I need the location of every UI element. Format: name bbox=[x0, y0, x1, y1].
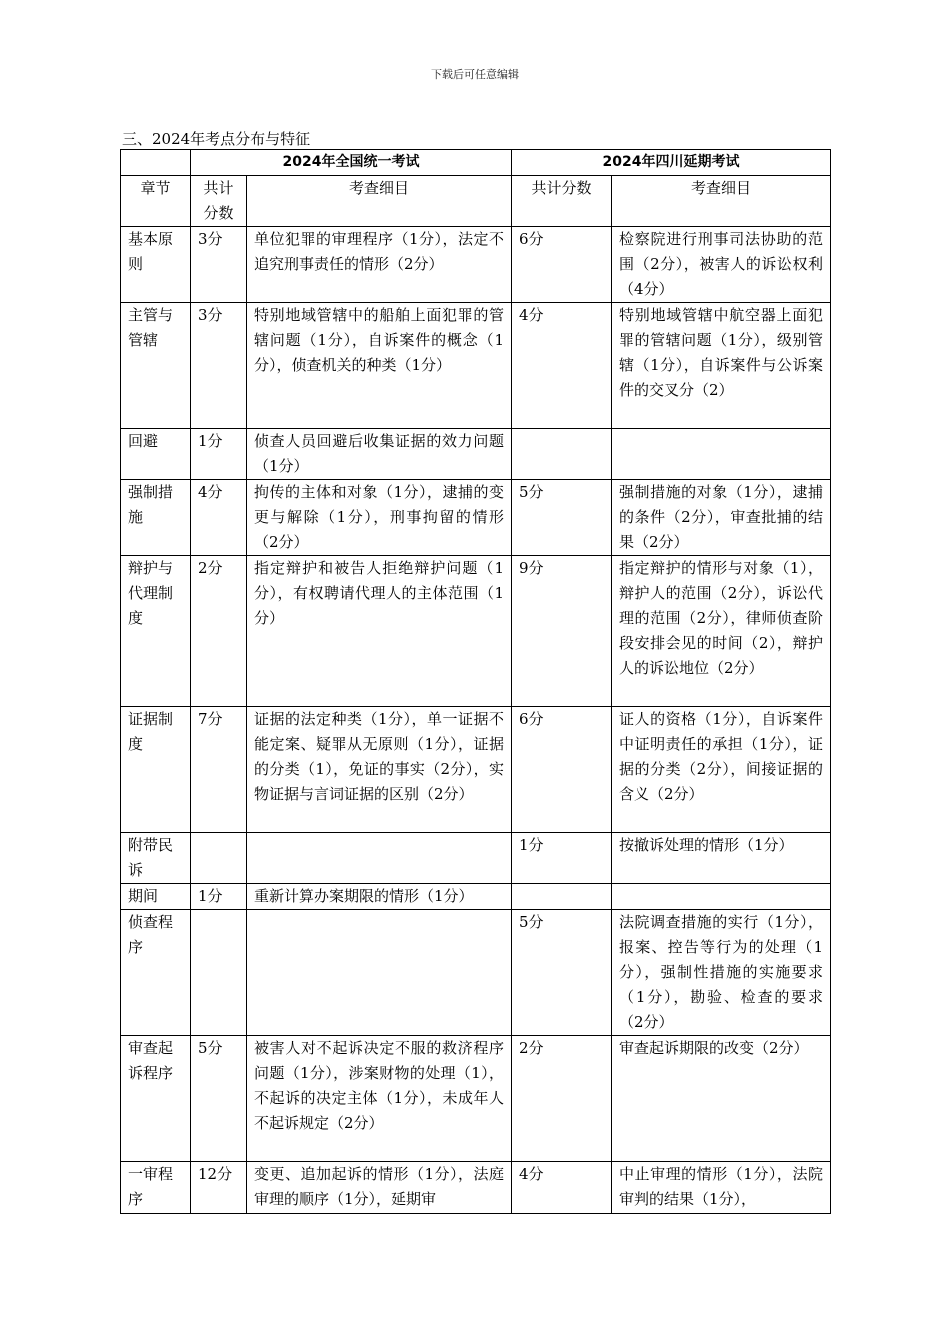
score-national-cell bbox=[191, 833, 247, 884]
table-row bbox=[121, 556, 831, 707]
detail-national-cell: 重新计算办案期限的情形（1分） bbox=[247, 884, 512, 910]
table-row bbox=[121, 429, 831, 480]
detail-sichuan-cell: 法院调查措施的实行（1分），报案、控告等行为的处理（1分），强制性措施的实施要求（1分），勘验、检查的要求（2分） bbox=[612, 910, 831, 1036]
detail-national-cell bbox=[247, 833, 512, 884]
score-sichuan-cell bbox=[512, 429, 612, 480]
detail-sichuan-cell: 按撤诉处理的情形（1分） bbox=[612, 833, 831, 884]
score-national-cell: 1分 bbox=[191, 429, 247, 480]
score-sichuan-cell: 1分 bbox=[512, 833, 612, 884]
chapter-cell: 主管与管辖 bbox=[121, 303, 191, 429]
score-national-cell bbox=[191, 910, 247, 1036]
score-sichuan-cell: 4分 bbox=[512, 1162, 612, 1214]
detail-sichuan-cell: 中止审理的情形（1分），法院审判的结果（1分）， bbox=[612, 1162, 831, 1214]
score-national-cell: 12分 bbox=[191, 1162, 247, 1214]
group-header-row bbox=[121, 150, 831, 176]
score-sichuan-cell: 6分 bbox=[512, 227, 612, 303]
chapter-cell: 证据制度 bbox=[121, 707, 191, 833]
table-row bbox=[121, 1162, 831, 1214]
group-header-national: 2024年全国统一考试 bbox=[191, 150, 512, 176]
chapter-cell: 基本原则 bbox=[121, 227, 191, 303]
detail-sichuan-cell: 特别地域管辖中航空器上面犯罪的管辖问题（1分），级别管辖（1分），自诉案件与公诉案件的交叉分（2） bbox=[612, 303, 831, 429]
detail-sichuan-cell: 证人的资格（1分），自诉案件中证明责任的承担（1分），证据的分类（2分），间接证据的含义（2分） bbox=[612, 707, 831, 833]
table-row bbox=[121, 227, 831, 303]
chapter-cell: 审查起诉程序 bbox=[121, 1036, 191, 1162]
score-national-cell: 1分 bbox=[191, 884, 247, 910]
score-national-cell: 5分 bbox=[191, 1036, 247, 1162]
table-row bbox=[121, 833, 831, 884]
column-header-chapter: 章节 bbox=[121, 176, 191, 227]
score-national-cell: 3分 bbox=[191, 303, 247, 429]
chapter-cell: 强制措施 bbox=[121, 480, 191, 556]
group-header-sichuan: 2024年四川延期考试 bbox=[512, 150, 831, 176]
detail-national-cell: 侦查人员回避后收集证据的效力问题（1分） bbox=[247, 429, 512, 480]
table-row bbox=[121, 303, 831, 429]
detail-sichuan-cell bbox=[612, 884, 831, 910]
detail-national-cell: 被害人对不起诉决定不服的救济程序问题（1分），涉案财物的处理（1），不起诉的决定主体（1分），未成年人不起诉规定（2分） bbox=[247, 1036, 512, 1162]
score-national-cell: 7分 bbox=[191, 707, 247, 833]
detail-sichuan-cell: 检察院进行刑事司法协助的范围（2分），被害人的诉讼权利（4分） bbox=[612, 227, 831, 303]
detail-national-cell: 指定辩护和被告人拒绝辩护问题（1分），有权聘请代理人的主体范围（1分） bbox=[247, 556, 512, 707]
page-header-note: 下载后可任意编辑 bbox=[431, 68, 519, 81]
table-row bbox=[121, 480, 831, 556]
section-title: 三、2024年考点分布与特征 bbox=[122, 130, 311, 148]
table-row bbox=[121, 884, 831, 910]
column-header-score-national: 共计分数 bbox=[191, 176, 247, 227]
column-header-score-sichuan: 共计分数 bbox=[512, 176, 612, 227]
detail-national-cell: 特别地域管辖中的船舶上面犯罪的管辖问题（1分），自诉案件的概念（1分），侦查机关的种类（1分） bbox=[247, 303, 512, 429]
score-sichuan-cell: 9分 bbox=[512, 556, 612, 707]
score-sichuan-cell: 6分 bbox=[512, 707, 612, 833]
score-national-cell: 2分 bbox=[191, 556, 247, 707]
score-sichuan-cell: 2分 bbox=[512, 1036, 612, 1162]
table-row bbox=[121, 910, 831, 1036]
column-header-detail-national: 考查细目 bbox=[247, 176, 512, 227]
detail-national-cell: 单位犯罪的审理程序（1分），法定不追究刑事责任的情形（2分） bbox=[247, 227, 512, 303]
chapter-cell: 附带民诉 bbox=[121, 833, 191, 884]
header-blank-cell bbox=[121, 150, 191, 176]
detail-sichuan-cell: 强制措施的对象（1分），逮捕的条件（2分），审查批捕的结果（2分） bbox=[612, 480, 831, 556]
score-national-cell: 4分 bbox=[191, 480, 247, 556]
score-national-cell: 3分 bbox=[191, 227, 247, 303]
detail-national-cell: 变更、追加起诉的情形（1分），法庭审理的顺序（1分），延期审 bbox=[247, 1162, 512, 1214]
column-header-detail-sichuan: 考查细目 bbox=[612, 176, 831, 227]
exam-points-table bbox=[120, 149, 831, 1214]
chapter-cell: 侦查程序 bbox=[121, 910, 191, 1036]
detail-national-cell: 拘传的主体和对象（1分），逮捕的变更与解除（1分），刑事拘留的情形（2分） bbox=[247, 480, 512, 556]
score-sichuan-cell bbox=[512, 884, 612, 910]
score-sichuan-cell: 5分 bbox=[512, 480, 612, 556]
chapter-cell: 一审程序 bbox=[121, 1162, 191, 1214]
column-header-row bbox=[121, 176, 831, 227]
detail-sichuan-cell bbox=[612, 429, 831, 480]
score-sichuan-cell: 4分 bbox=[512, 303, 612, 429]
score-sichuan-cell: 5分 bbox=[512, 910, 612, 1036]
table-row bbox=[121, 707, 831, 833]
chapter-cell: 回避 bbox=[121, 429, 191, 480]
detail-national-cell: 证据的法定种类（1分），单一证据不能定案、疑罪从无原则（1分），证据的分类（1），免证的事实（2分），实物证据与言词证据的区别（2分） bbox=[247, 707, 512, 833]
table-row bbox=[121, 1036, 831, 1162]
detail-national-cell bbox=[247, 910, 512, 1036]
detail-sichuan-cell: 指定辩护的情形与对象（1），辩护人的范围（2分），诉讼代理的范围（2分），律师侦查阶段安排会见的时间（2），辩护人的诉讼地位（2分） bbox=[612, 556, 831, 707]
chapter-cell: 辩护与代理制度 bbox=[121, 556, 191, 707]
chapter-cell: 期间 bbox=[121, 884, 191, 910]
detail-sichuan-cell: 审查起诉期限的改变（2分） bbox=[612, 1036, 831, 1162]
